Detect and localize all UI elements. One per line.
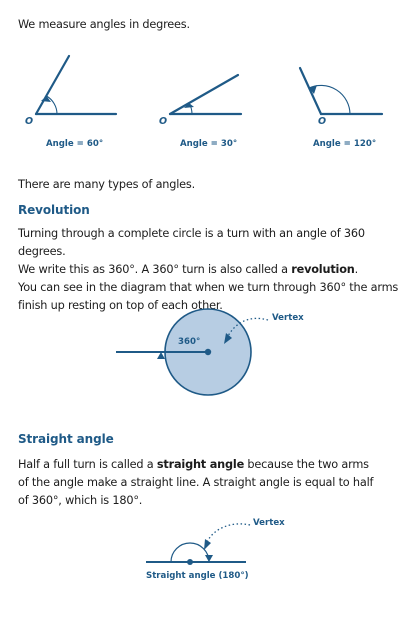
straight-arc-arrowhead [205, 555, 213, 562]
revolution-line-2: We write this as 360°. A 360° turn is also called a revolution. [18, 263, 359, 276]
caption-angle-30: Angle = 30° [180, 139, 238, 149]
straight-vertex-label: Vertex [253, 518, 285, 528]
straight-line-3: of 360°, which is 180°. [18, 494, 143, 507]
origin-label-120: O [318, 116, 327, 127]
revolution-line-1: Turning through a complete circle is a turn with an angle of 360 degrees. [18, 227, 365, 258]
revolution-vertex-label: Vertex [272, 313, 304, 323]
types-intro-text: There are many types of angles. [18, 178, 195, 191]
revolution-angle-label: 360° [178, 337, 201, 347]
revolution-line-3: You can see in the diagram that when we turn through 360° the arms [18, 281, 399, 294]
straight-vertex-dot [187, 559, 193, 565]
straight-line-2: of the angle make a straight line. A straight angle is equal to half [18, 476, 374, 489]
origin-label-60: O [25, 116, 34, 127]
caption-angle-120: Angle = 120° [313, 139, 377, 149]
origin-label-30: O [159, 116, 168, 127]
revolution-heading: Revolution [18, 203, 90, 217]
caption-angle-60: Angle = 60° [46, 139, 104, 149]
intro-text: We measure angles in degrees. [18, 18, 190, 31]
straight-vertex-pointer [207, 524, 250, 542]
straight-angle-term: straight angle [156, 458, 245, 471]
revolution-term: revolution [291, 263, 355, 276]
straight-angle-heading: Straight angle [18, 432, 114, 446]
revolution-line-4: finish up resting on top of each other. [18, 299, 223, 312]
straight-angle-caption: Straight angle (180°) [146, 571, 249, 581]
straight-line-1: Half a full turn is called a straight angle because the two arms [18, 458, 369, 471]
